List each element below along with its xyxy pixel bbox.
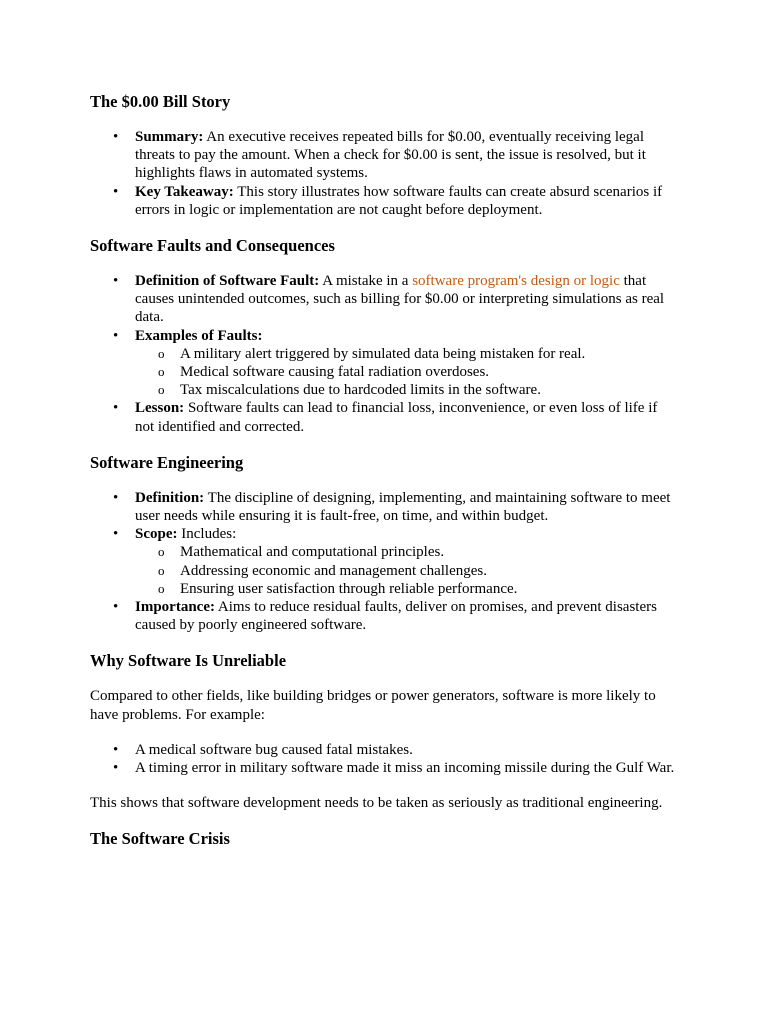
bill-story-list [90,128,680,219]
list-item [135,399,680,435]
list-item: • A medical software bug caused fatal mistakes. [135,741,680,759]
software-engineering-list [90,489,680,635]
list-item [135,327,680,400]
intro-paragraph: Compared to other fields, like building bridges or power generators, software is more likely to have problems. For example: [90,688,656,723]
sub-list-item: o Medical software causing fatal radiation overdoses. [180,363,680,381]
list-item [135,525,680,598]
list-item [135,489,680,525]
software-design-link[interactable]: software program's design or logic [412,273,620,290]
item-label: Definition: [135,489,205,506]
section-heading-software-crisis: The Software Crisis [90,829,230,849]
item-label: Definition of Software Fault: [135,273,320,290]
list-item [135,128,680,183]
list-item [135,272,680,327]
item-label: Key Takeaway: [135,183,234,200]
section-heading-bill-story: The $0.00 Bill Story [90,92,231,111]
document-body [90,92,680,865]
item-label: Lesson: [135,400,185,417]
section-heading-software-engineering: Software Engineering [90,452,244,472]
item-label: Summary: [135,129,204,145]
item-text: Includes: [177,526,237,543]
section-heading-software-faults: Software Faults and Consequences [90,236,335,256]
unreliable-examples-list [90,741,680,777]
section-heading-why-unreliable: Why Software Is Unreliable [90,651,287,671]
item-label: Examples of Faults: [135,327,263,344]
list-item [135,598,680,634]
list-item: • A timing error in military software made it miss an incoming missile during the Gulf War. [135,759,680,777]
faults-examples-sublist [135,345,680,400]
software-faults-list [90,272,680,436]
item-text: An executive receives repeated bills for $0.00, eventually receiving legal threats to pay the amount. When a check for $0.00 is sent, the issue is resolved, but it highlights flaws in automated systems. [135,129,646,182]
sub-list-item: o Ensuring user satisfaction through reliable performance. [180,580,680,598]
item-text: that causes unintended outcomes, such as billing for $0.00 or interpreting simulations as real data. [135,273,665,326]
item-text: Software faults can lead to financial loss, inconvenience, or even loss of life if not identified and corrected. [135,400,658,435]
list-item [135,183,680,219]
item-label: Scope: [135,526,178,543]
sub-list-item: o Tax miscalculations due to hardcoded limits in the software. [180,381,680,399]
sub-list-item: o Mathematical and computational principles. [180,543,680,561]
item-text: A mistake in a [319,273,413,290]
item-text: Aims to reduce residual faults, deliver on promises, and prevent disasters caused by poorly engineered software. [135,599,657,634]
item-text: This story illustrates how software faults can create absurd scenarios if errors in logic or implementation are not caught before deployment. [135,183,663,218]
sub-list-item: o A military alert triggered by simulated data being mistaken for real. [180,345,680,363]
item-text: The discipline of designing, implementing, and maintaining software to meet user needs while ensuring it is fault-free, on time, and within budget. [135,489,671,525]
item-label: Importance: [135,599,215,616]
sub-list-item: o Addressing economic and management challenges. [180,562,680,580]
scope-sublist [135,543,680,598]
outro-paragraph: This shows that software development needs to be taken as seriously as traditional engineering. [90,795,663,812]
